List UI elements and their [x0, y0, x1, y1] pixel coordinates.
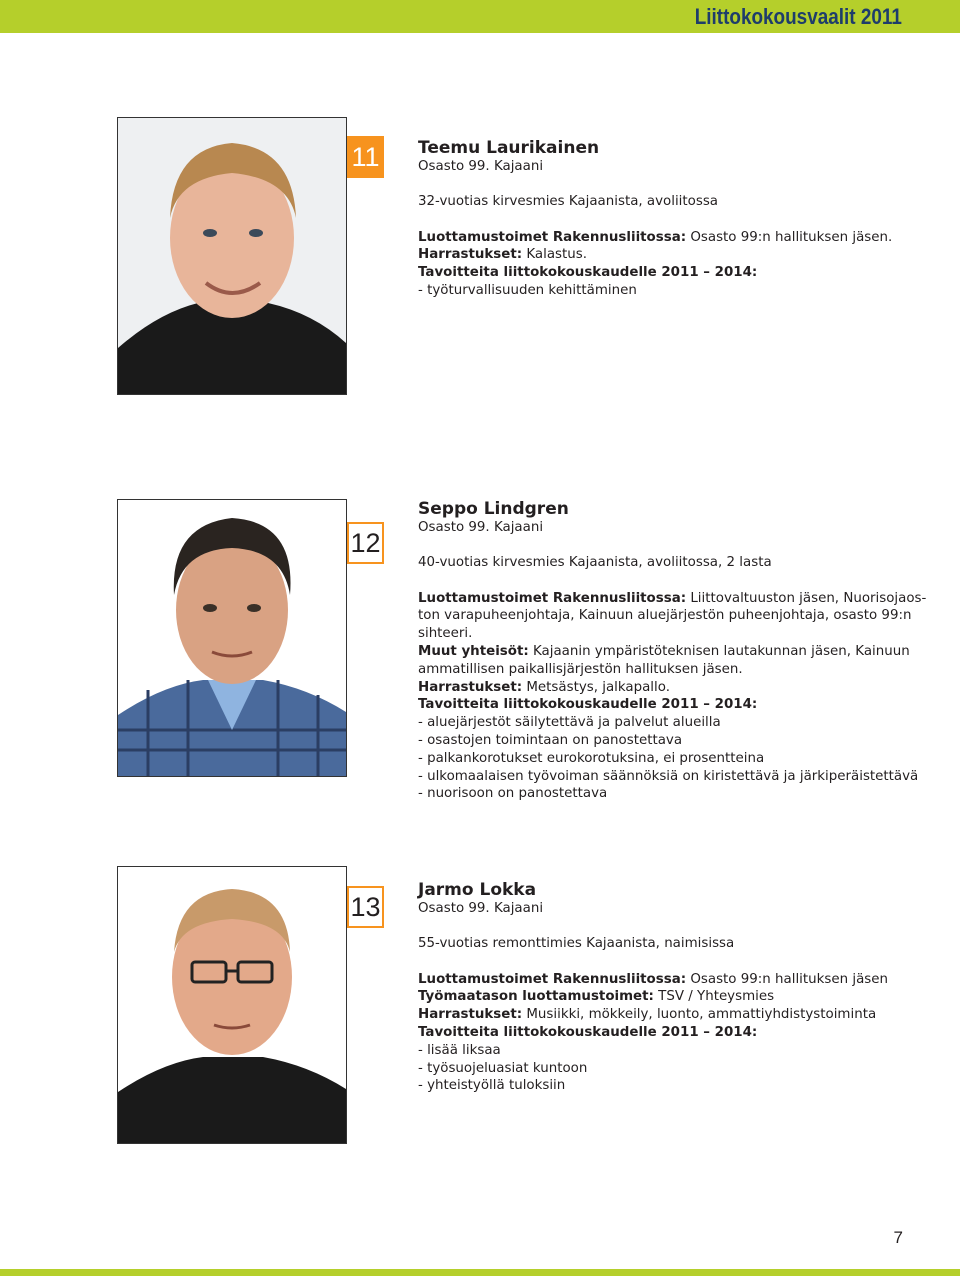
candidate-department: Osasto 99. Kajaani [418, 520, 544, 535]
candidate-summary: 32-vuotias kirvesmies Kajaanista, avoliitossa [418, 193, 719, 209]
worksite-trust-label: Työmaatason luottamustoimet: [418, 989, 654, 1005]
trust-positions-continued: sihteeri. [418, 626, 473, 642]
goal-item: - työturvallisuuden kehittäminen [418, 282, 637, 298]
candidate-details [418, 229, 918, 300]
candidate-details [418, 590, 927, 804]
hobbies-label: Harrastukset: [418, 1007, 523, 1023]
header-title: Liittokokousvaalit 2011 [694, 4, 902, 29]
goal-item: - lisää liksaa [418, 1042, 501, 1058]
hobbies-value: Kalastus. [522, 247, 587, 263]
candidate-info [418, 138, 918, 300]
candidate-photo [117, 866, 347, 1144]
candidate-number-badge: 13 [347, 886, 384, 928]
hobbies-value: Metsästys, jalkapallo. [522, 679, 670, 695]
goals-label: Tavoitteita liittokokouskaudelle 2011 – 2014: [418, 1024, 758, 1040]
trust-positions-value: Osasto 99:n hallituksen jäsen. [686, 229, 893, 245]
hobbies-label: Harrastukset: [418, 247, 523, 263]
footer-bar [0, 1269, 960, 1276]
candidate-details [418, 971, 918, 1096]
candidate-summary: 40-vuotias kirvesmies Kajaanista, avoliitossa, 2 lasta [418, 554, 772, 570]
trust-positions-continued: ton varapuheenjohtaja, Kainuun aluejärjestön puheenjohtaja, osasto 99:n [418, 608, 912, 624]
candidate-photo [117, 499, 347, 777]
candidate-number-badge: 12 [347, 522, 384, 564]
page-number: 7 [893, 1228, 903, 1247]
trust-positions-value: Osasto 99:n hallituksen jäsen [686, 971, 888, 987]
goal-item: - palkankorotukset eurokorotuksina, ei prosentteina [418, 750, 765, 766]
worksite-trust-value: TSV / Yhteysmies [653, 989, 775, 1005]
hobbies-value: Musiikki, mökkeily, luonto, ammattiyhdistystoiminta [522, 1007, 877, 1023]
goal-item: - aluejärjestöt säilytettävä ja palvelut alueilla [418, 715, 721, 731]
trust-positions-value: Liittovaltuuston jäsen, Nuorisojaos- [686, 590, 927, 606]
trust-positions-label: Luottamustoimet Rakennusliitossa: [418, 229, 687, 245]
goal-item: - työsuojeluasiat kuntoon [418, 1060, 588, 1076]
trust-positions-label: Luottamustoimet Rakennusliitossa: [418, 971, 687, 987]
candidate-info [418, 880, 918, 1095]
candidate-number-badge: 11 [347, 136, 384, 178]
candidate-summary: 55-vuotias remonttimies Kajaanista, naimisissa [418, 935, 735, 951]
candidate-info [418, 499, 927, 803]
candidate-name: Seppo Lindgren [418, 499, 569, 519]
other-communities-value: Kajaanin ympäristöteknisen lautakunnan jäsen, Kainuun [528, 643, 910, 659]
goal-item: - osastojen toimintaan on panostettava [418, 732, 683, 748]
candidate-name: Teemu Laurikainen [418, 138, 600, 158]
candidate-name: Jarmo Lokka [418, 880, 537, 900]
goal-item: - yhteistyöllä tuloksiin [418, 1078, 566, 1094]
goal-item: - nuorisoon on panostettava [418, 786, 608, 802]
goal-item: - ulkomaalaisen työvoiman säännöksiä on kiristettävä ja järkiperäistettävä [418, 768, 919, 784]
goals-label: Tavoitteita liittokokouskaudelle 2011 – 2014: [418, 265, 758, 281]
other-communities-continued: ammatillisen paikallisjärjestön hallituksen jäsen. [418, 661, 743, 677]
hobbies-label: Harrastukset: [418, 679, 523, 695]
candidate-photo [117, 117, 347, 395]
trust-positions-label: Luottamustoimet Rakennusliitossa: [418, 590, 687, 606]
goals-label: Tavoitteita liittokokouskaudelle 2011 – 2014: [418, 697, 758, 713]
other-communities-label: Muut yhteisöt: [418, 643, 529, 659]
candidate-department: Osasto 99. Kajaani [418, 901, 544, 916]
candidate-department: Osasto 99. Kajaani [418, 159, 544, 174]
